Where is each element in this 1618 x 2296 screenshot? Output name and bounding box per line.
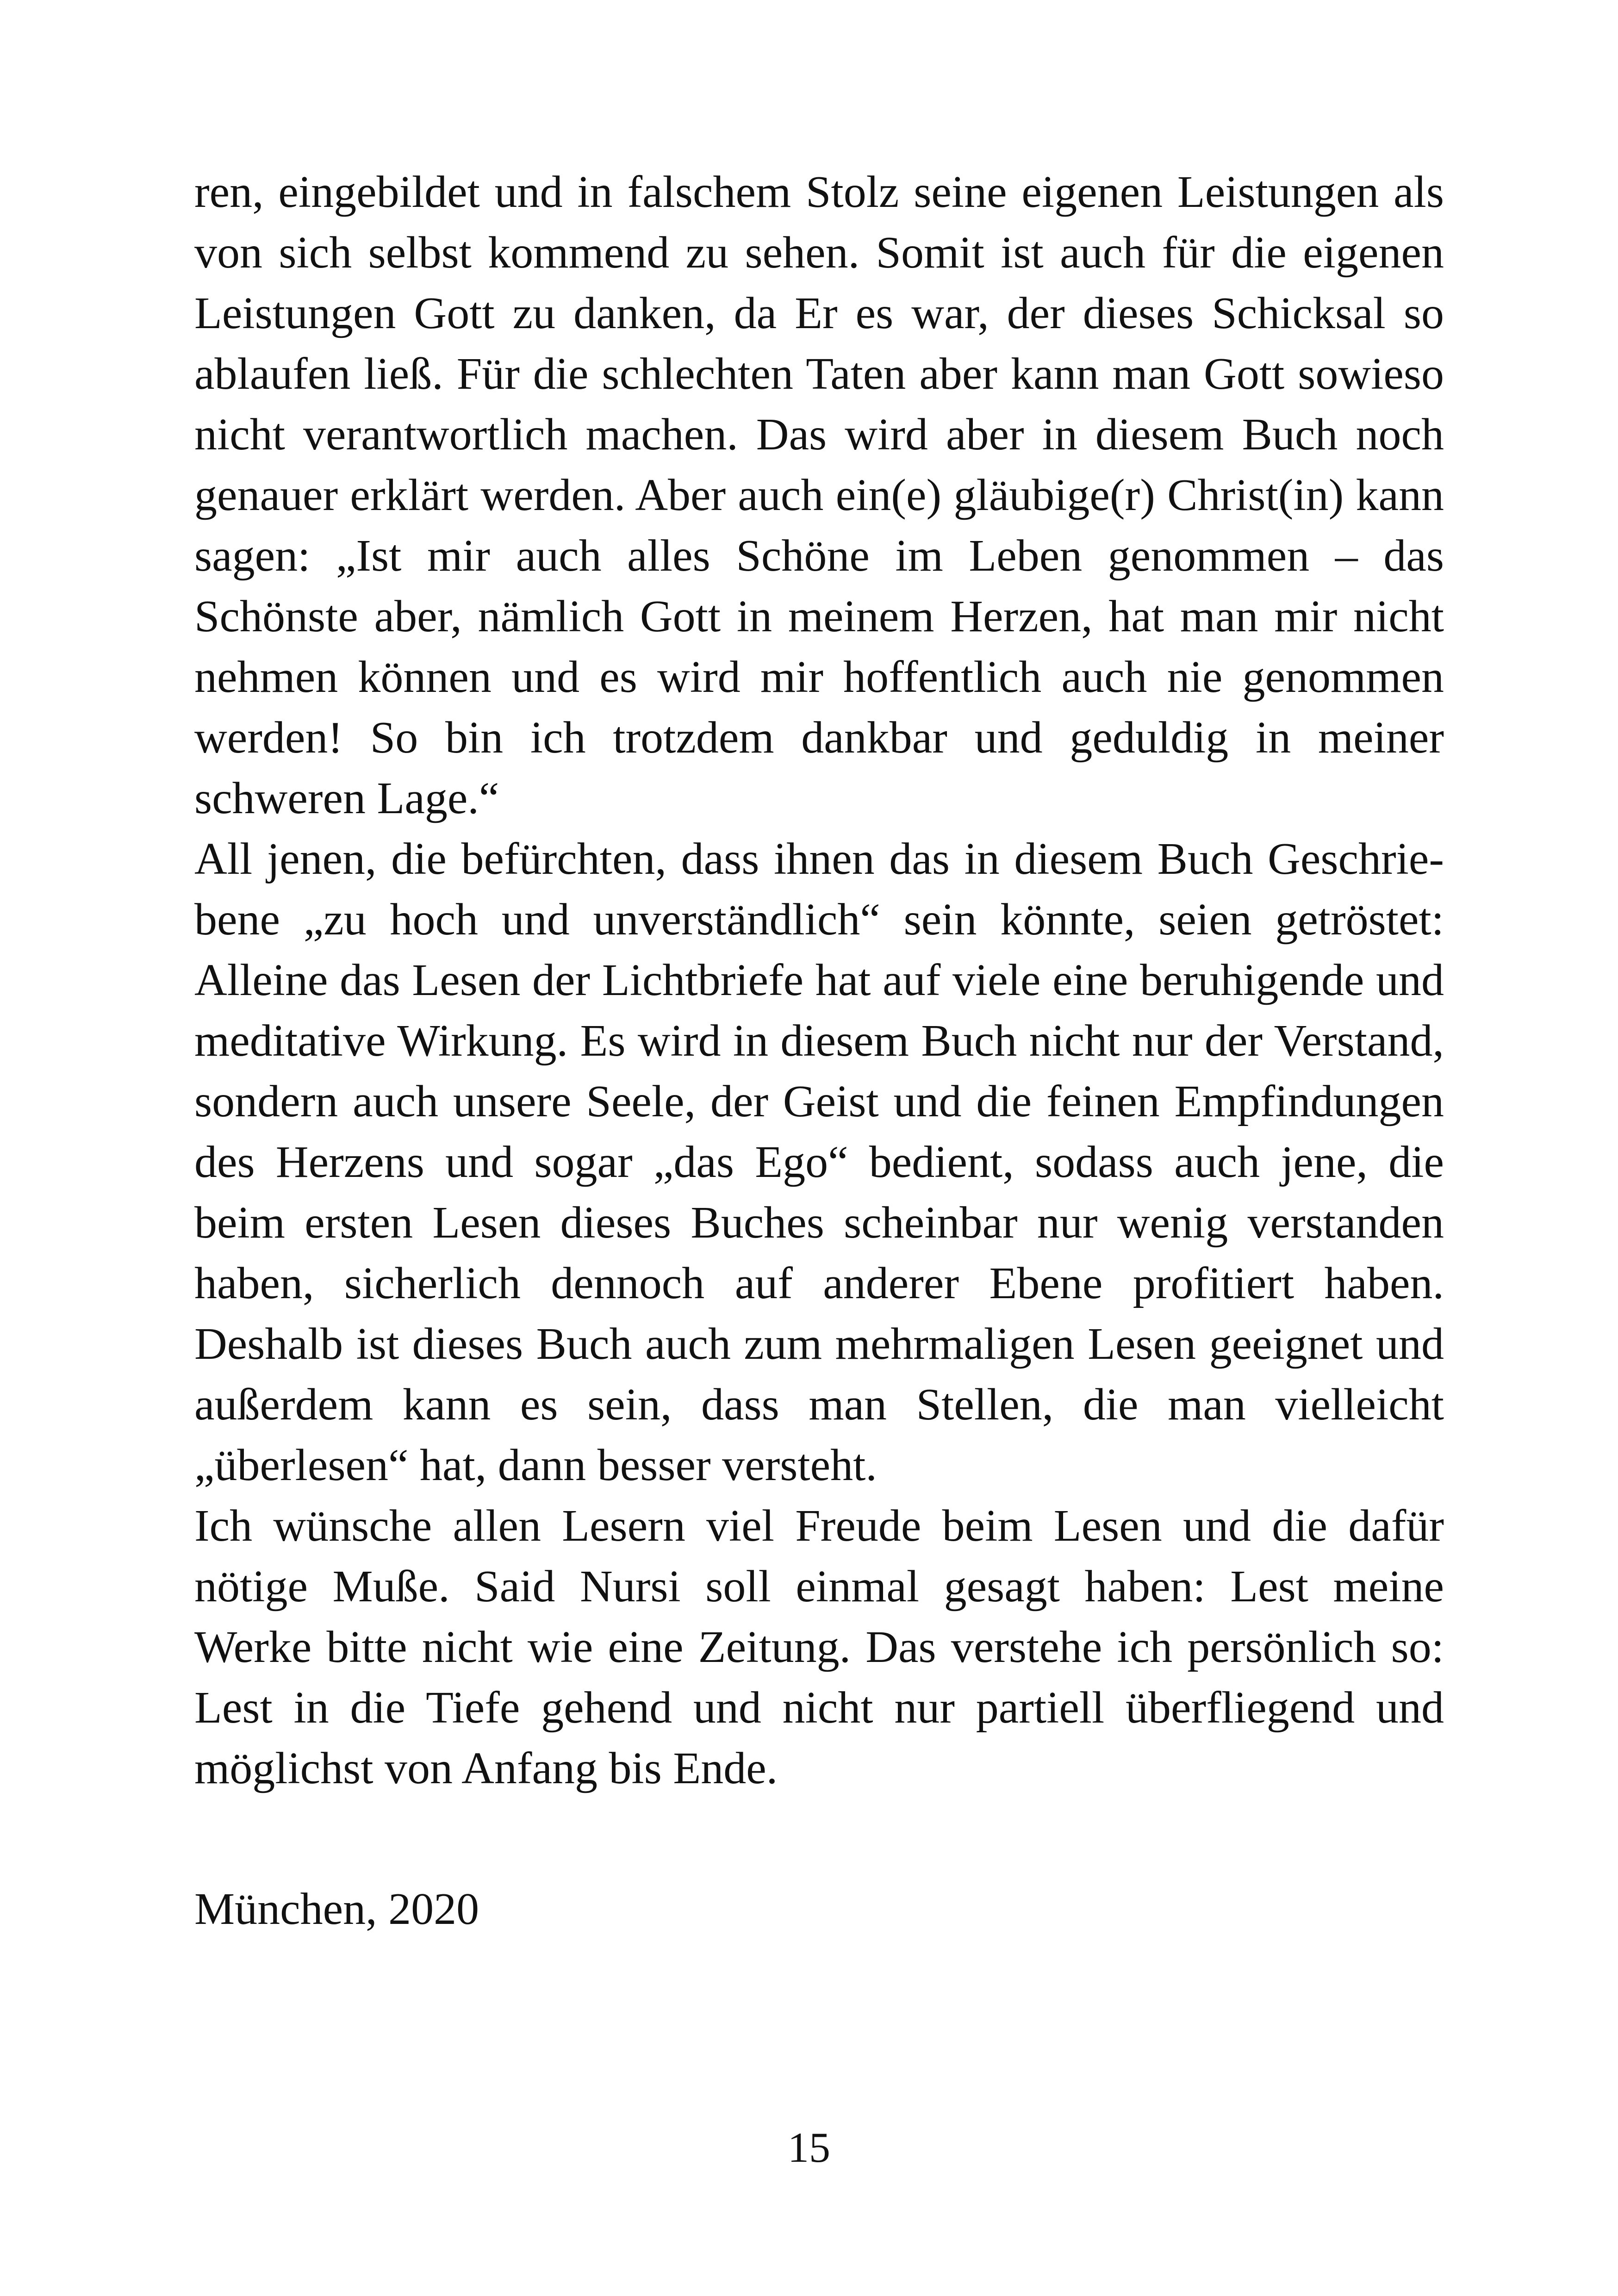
paragraph-1: ren, eingebildet und in falschem Stolz seine eigenen Leistungen als von sich selbst kommend zu sehen. Somit ist auch für die eigenen Leistungen Gott zu danken, da Er es war, der dieses Schicksal so ablaufen ließ. Für die schlechten Taten aber kann man Gott sowieso nicht verantwortlich machen. Das wird aber in diesem Buch noch genauer erklärt werden. Aber auch ein(e) gläubige(r) Christ(in) kann sagen: „Ist mir auch alles Schöne im Leben genommen – das Schönste aber, nämlich Gott in meinem Herzen, hat man mir nicht nehmen können und es wird mir hoffentlich auch nie genommen werden! So bin ich trotzdem dankbar und geduldig in meiner schweren Lage.“ [194, 167, 1444, 823]
place-date-line: München, 2020 [194, 1884, 479, 1934]
body-text [194, 162, 1444, 1799]
paragraph-2: All jenen, die befürchten, dass ihnen das in diesem Buch Geschriebene „zu hoch und unverständlich“ sein könnte, seien getröstet: Alleine das Lesen der Lichtbriefe hat auf viele eine beruhigende und meditative Wirkung. Es wird in diesem Buch nicht nur der Verstand, sondern auch unsere Seele, der Geist und die feinen Empfindungen des Herzens und sogar „das Ego“ bedient, sodass auch jene, die beim ersten Lesen dieses Buches scheinbar nur wenig verstanden haben, sicherlich dennoch auf anderer Ebene profitiert haben. Deshalb ist dieses Buch auch zum mehrmaligen Lesen geeignet und außerdem kann es sein, dass man Stellen, die man vielleicht „überlesen“ hat, dann besser versteht. [194, 834, 1444, 1490]
paragraph-3: Ich wünsche allen Lesern viel Freude beim Lesen und die dafür nötige Muße. Said Nursi soll einmal gesagt haben: Lest meine Werke bitte nicht wie eine Zeitung. Das verstehe ich persönlich so: Lest in die Tiefe gehend und nicht nur partiell überfliegend und möglichst von Anfang bis Ende. [194, 1501, 1444, 1793]
page-number: 15 [788, 2124, 830, 2171]
